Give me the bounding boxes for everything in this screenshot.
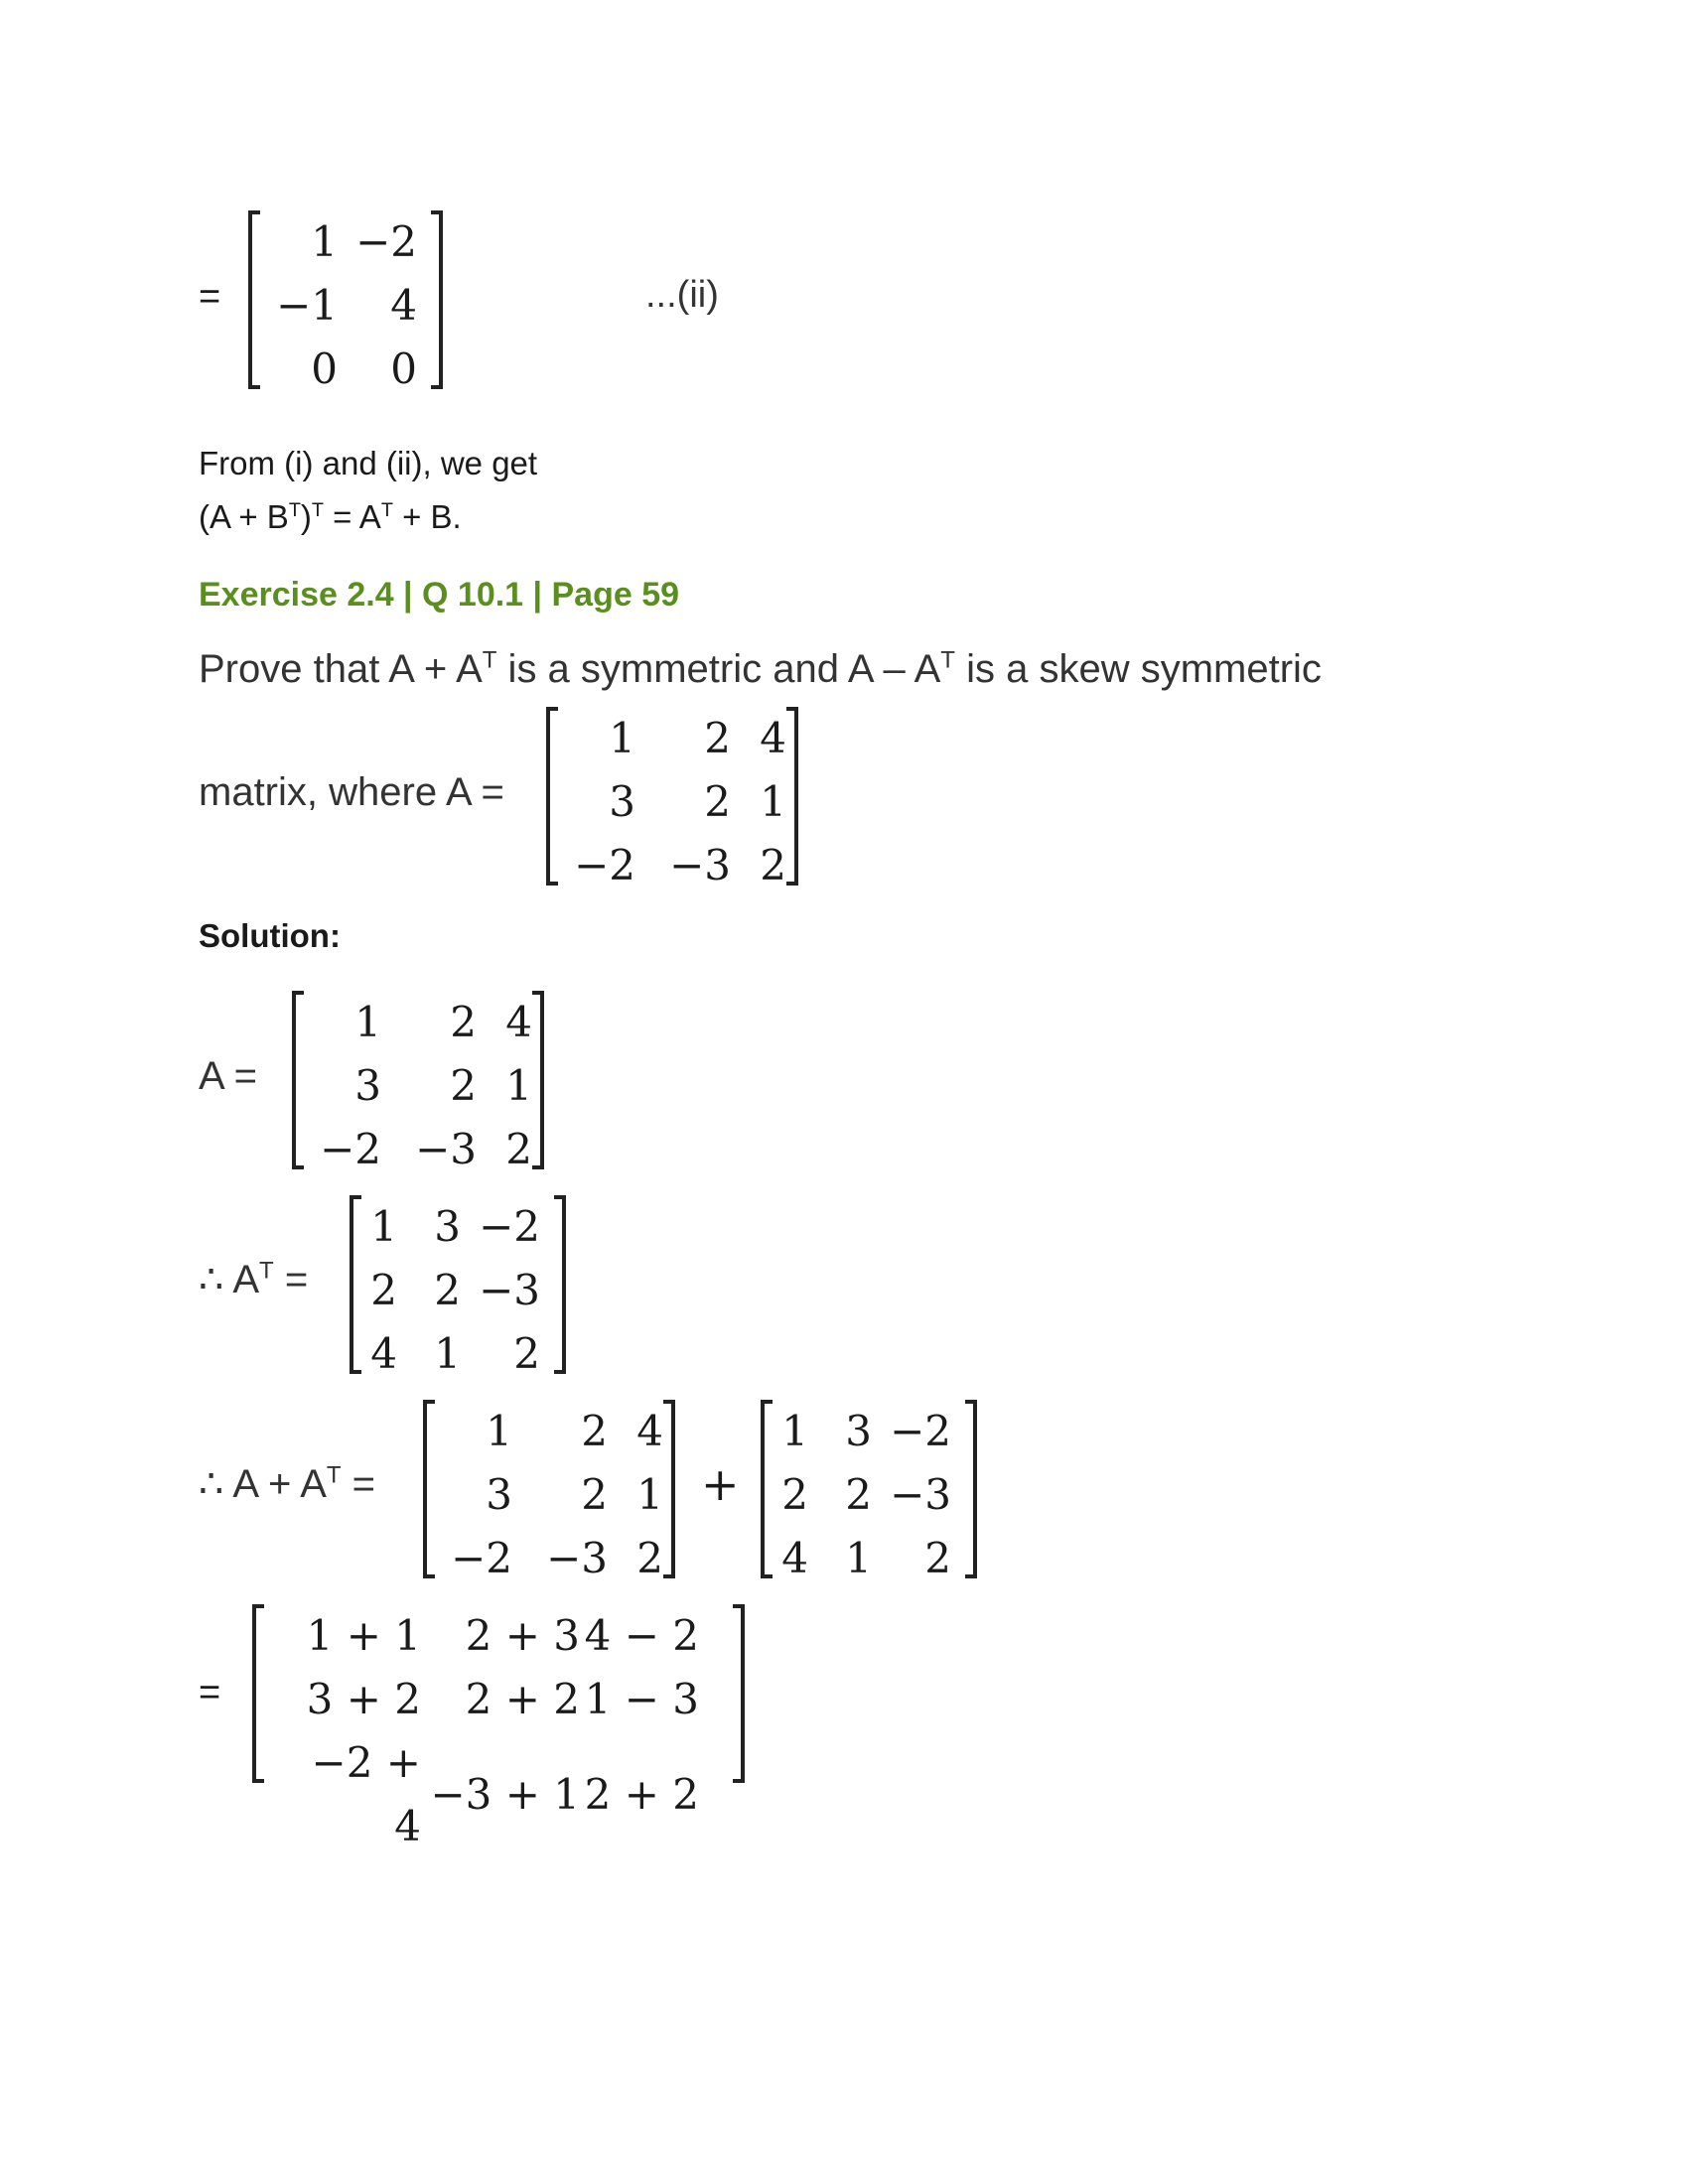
matrix-cell: 2 (704, 714, 731, 762)
matrix-cell: 4 (505, 998, 532, 1046)
matrix-cell: 2 (845, 1470, 872, 1519)
matrix-cell: 4 (390, 281, 417, 330)
matrix-cell: 3 + 2 (306, 1675, 421, 1723)
matrix-cell: 4 (636, 1407, 663, 1455)
matrix-cell: 2 (450, 998, 477, 1046)
solution-label: Solution: (199, 917, 341, 954)
matrix-cell: 2 (581, 1407, 608, 1455)
matrix-cell: 1 − 3 (584, 1675, 699, 1723)
matrix-cell: −3 + 1 (430, 1770, 580, 1819)
matrix-cell: 1 (486, 1407, 512, 1455)
question-matrix-label: matrix, where A = (199, 770, 504, 814)
sum-matrix-a (423, 1400, 675, 1582)
matrix-cell: −2 (320, 1125, 381, 1173)
matrix-cell: 2 (370, 1266, 397, 1314)
question-text: Prove that $A + A^T$ is a symmetric and A – $A^T$ is a skew symmetric (199, 646, 1322, 691)
matrix-cell: 3 (354, 1061, 381, 1110)
matrix-cell: 0 (311, 344, 338, 393)
matrix-cell: 2 (781, 1470, 808, 1519)
matrix-cell: −3 (415, 1125, 477, 1173)
matrix-cell: −2 (574, 841, 635, 889)
equals-sign: = (199, 276, 221, 318)
matrix-cell: −1 (276, 281, 338, 330)
matrix-cell: 2 (434, 1266, 461, 1314)
matrix-ii (248, 210, 443, 393)
equation-tag: ...(ii) (645, 274, 719, 316)
sum-matrix-a-transpose (761, 1400, 977, 1582)
matrix-cell: 2 + 2 (465, 1675, 580, 1723)
matrix-cell: 4 (781, 1534, 808, 1582)
matrix-cell: 2 (924, 1534, 951, 1582)
matrix-cell: 3 (845, 1407, 872, 1455)
matrix-cell: −2 (890, 1407, 951, 1455)
matrix-cell: 2 (450, 1061, 477, 1110)
matrix-cell: 2 (513, 1329, 540, 1378)
conclusion-equation: $(A + B^T)^T = A^T + B$. (199, 498, 462, 535)
matrix-cell: 1 (354, 998, 381, 1046)
matrix-cell: 1 (311, 217, 338, 266)
matrix-cell: 1 + 1 (306, 1611, 421, 1660)
matrix-cell: 3 (609, 777, 635, 826)
matrix-cell: 1 (760, 777, 786, 826)
matrix-cell: 2 (704, 777, 731, 826)
matrix-cell: 2 + 2 (584, 1770, 699, 1819)
matrix-cell: 1 (845, 1534, 872, 1582)
question-matrix-a (546, 707, 798, 889)
matrix-cell: 1 (370, 1202, 397, 1251)
matrix-cell: −3 (890, 1470, 951, 1519)
matrix-cell: 3 (434, 1202, 461, 1251)
matrix-cell: −3 (479, 1266, 540, 1314)
sum-label: ∴ $A + A^T$ = (199, 1461, 376, 1506)
matrix-cell: −2 (355, 217, 417, 266)
matrix-a (292, 991, 544, 1173)
matrix-cell: 2 + 3 (465, 1611, 580, 1660)
matrix-cell: 0 (390, 344, 417, 393)
matrix-cell: 2 (581, 1470, 608, 1519)
exercise-heading[interactable]: Exercise 2.4 | Q 10.1 | Page 59 (199, 576, 680, 614)
matrix-a-transpose (350, 1195, 566, 1378)
result-equals-sign: = (199, 1672, 221, 1713)
matrix-cell: −3 (546, 1534, 608, 1582)
plus-sign: + (701, 1457, 740, 1511)
matrix-a-label: A = (199, 1054, 257, 1098)
matrix-cell: 1 (609, 714, 635, 762)
matrix-cell: 1 (434, 1329, 461, 1378)
matrix-cell: 2 (760, 841, 786, 889)
matrix-cell: 4 − 2 (584, 1611, 699, 1660)
matrix-cell: 2 (636, 1534, 663, 1582)
matrix-at-label: ∴ $A^T$ = (199, 1257, 309, 1301)
matrix-cell: 1 (505, 1061, 532, 1110)
matrix-cell: 2 (505, 1125, 532, 1173)
matrix-cell: 1 (636, 1470, 663, 1519)
matrix-cell: 4 (760, 714, 786, 762)
matrix-cell: 1 (781, 1407, 808, 1455)
matrix-cell: −2 (451, 1534, 512, 1582)
matrix-cell: −2 + 4 (311, 1738, 421, 1850)
matrix-cell: −3 (669, 841, 731, 889)
result-matrix (252, 1604, 745, 1850)
matrix-cell: −2 (479, 1202, 540, 1251)
matrix-cell: 4 (370, 1329, 397, 1378)
conclusion-line: From (i) and (ii), we get (199, 445, 538, 481)
matrix-cell: 3 (486, 1470, 512, 1519)
